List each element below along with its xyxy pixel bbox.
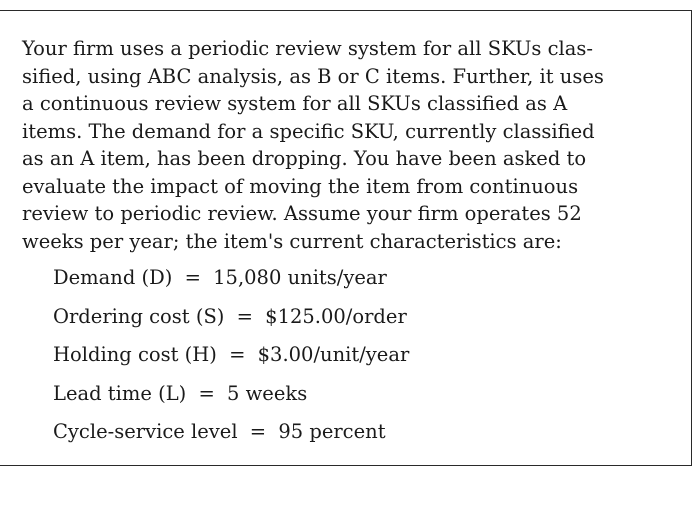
problem-statement — [22, 35, 642, 255]
cycle-service-level-label: Cycle-service level — [53, 420, 238, 443]
ordering-cost-label: Ordering cost (S) — [53, 304, 225, 328]
equals-sign: = — [249, 420, 267, 443]
holding-cost-row — [53, 341, 409, 380]
cycle-service-level-row — [53, 418, 409, 457]
problem-line: a continuous review system for all SKUs classified as A — [22, 92, 568, 115]
lead-time-label: Lead time (L) — [53, 381, 187, 405]
lead-time-row — [53, 380, 409, 419]
ordering-cost-row — [53, 303, 409, 342]
problem-line: items. The demand for a specific SKU, currently classified — [22, 119, 595, 143]
item-characteristics — [53, 264, 409, 457]
problem-line: evaluate the impact of moving the item from continuous — [22, 174, 579, 198]
holding-cost-label: Holding cost (H) — [53, 343, 217, 366]
cycle-service-level-value: 95 percent — [278, 420, 386, 443]
demand-value: 15,080 units/year — [213, 266, 387, 289]
equals-sign: = — [229, 343, 246, 366]
demand-label: Demand (D) — [53, 266, 173, 289]
ordering-cost-value: $125.00/order — [265, 304, 407, 328]
demand-row — [53, 264, 409, 303]
problem-line: as an A item, has been dropping. You have been asked to — [22, 147, 587, 170]
equals-sign: = — [184, 266, 201, 289]
problem-line: sified, using ABC analysis, as B or C items. Further, it uses — [22, 64, 604, 88]
problem-line: weeks per year; the item's current characteristics are: — [22, 229, 562, 253]
holding-cost-value: $3.00/unit/year — [257, 343, 410, 366]
lead-time-value: 5 weeks — [227, 381, 308, 405]
problem-line: review to periodic review. Assume your firm operates 52 — [22, 202, 582, 225]
equals-sign: = — [236, 304, 253, 328]
equals-sign: = — [198, 381, 215, 405]
problem-line: Your firm uses a periodic review system for all SKUs clas- — [22, 37, 593, 60]
